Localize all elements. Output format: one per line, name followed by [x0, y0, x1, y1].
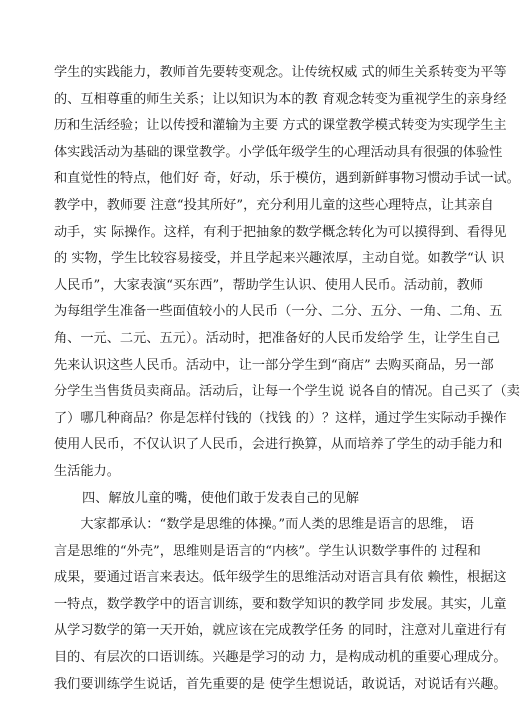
- text-line: 教学中，教师要 注意“投其所好”，充分利用儿童的这些心理特点，让其亲自: [54, 197, 494, 213]
- text-line: 我们要训练学生说话，首先重要的是 使学生想说话，敢说话，对说话有兴趣。: [54, 676, 507, 692]
- text-line: 和直觉性的特点，他们好 奇，好动，乐于模仿，遇到新鲜事物习惯动手试一试。: [54, 171, 520, 187]
- text-line: 生活能力。: [54, 463, 120, 479]
- text-line: 动手，实 际操作。这样，有利于把抽象的数学概念转化为可以摸得到、看得见: [54, 224, 507, 240]
- text-line: 学生的实践能力，教师首先要转变观念。让传统权威 式的师生关系转变为平等: [54, 65, 507, 80]
- paragraph-speaking: [54, 512, 507, 698]
- section-heading: 四、解放儿童的嘴，使他们敢于发表自己的见解: [82, 490, 359, 506]
- text-line: 人民币”，大家表演“买东西”，帮助学生认识、使用人民币。活动前，教师: [54, 277, 484, 293]
- text-line: 为每组学生准备一些面值较小的人民币（一分、二分、五分、一角、二角、五: [54, 304, 503, 320]
- text-line: 体实践活动为基础的课堂教学。小学低年级学生的心理活动具有很强的体验性: [54, 144, 503, 160]
- document-page: [54, 60, 520, 698]
- text-line: 从学习数学的第一天开始，就应该在完成教学任务 的同时，注意对儿童进行有: [54, 623, 507, 639]
- text-line: 的 实物，学生比较容易接受，并且学起来兴趣浓厚，主动自觉。如教学“认 识: [54, 251, 505, 267]
- text-line: 了）哪几种商品？你是怎样付钱的（找钱 的）？这样，通过学生实际动手操作: [54, 410, 507, 426]
- paragraph-practice: [54, 60, 520, 486]
- text-line: 的、互相尊重的师生关系；让以知识为本的教 育观念转变为重视学生的亲身经: [54, 91, 507, 107]
- text-line: 角、一元、二元、五元）。活动时，把准备好的人民币发给学 生，让学生自己: [54, 330, 500, 346]
- text-line: 大家都承认：“数学是思维的体操。”而人类的思维是语言的思维， 语: [54, 517, 474, 533]
- text-line: 一特点，数学教学中的语言训练，要和数学知识的教学同 步发展。其实，儿童: [54, 596, 507, 612]
- text-line: 目的、有层次的口语训练。兴趣是学习的动 力，是构成动机的重要心理成分。: [54, 650, 507, 666]
- text-line: 分学生当售货员卖商品。活动后，让每一个学生说 说各自的情况。自己买了（卖: [54, 384, 520, 400]
- text-line: 言是思维的“外壳”，思维则是语言的“内核”。学生认识数学事件的 过程和: [54, 543, 481, 559]
- text-line: 历和生活经验；让以传授和灌输为主要 方式的课堂教学模式转变为实现学生主: [54, 118, 507, 134]
- text-line: 使用人民币，不仅认识了人民币，会进行换算，从而培养了学生的动手能力和: [54, 437, 503, 453]
- text-line: 成果，要通过语言来表达。低年级学生的思维活动对语言具有依 赖性，根据这: [54, 570, 507, 586]
- text-line: 先来认识这些人民币。活动中，让一部分学生到“商店” 去购买商品，另一部: [54, 357, 494, 373]
